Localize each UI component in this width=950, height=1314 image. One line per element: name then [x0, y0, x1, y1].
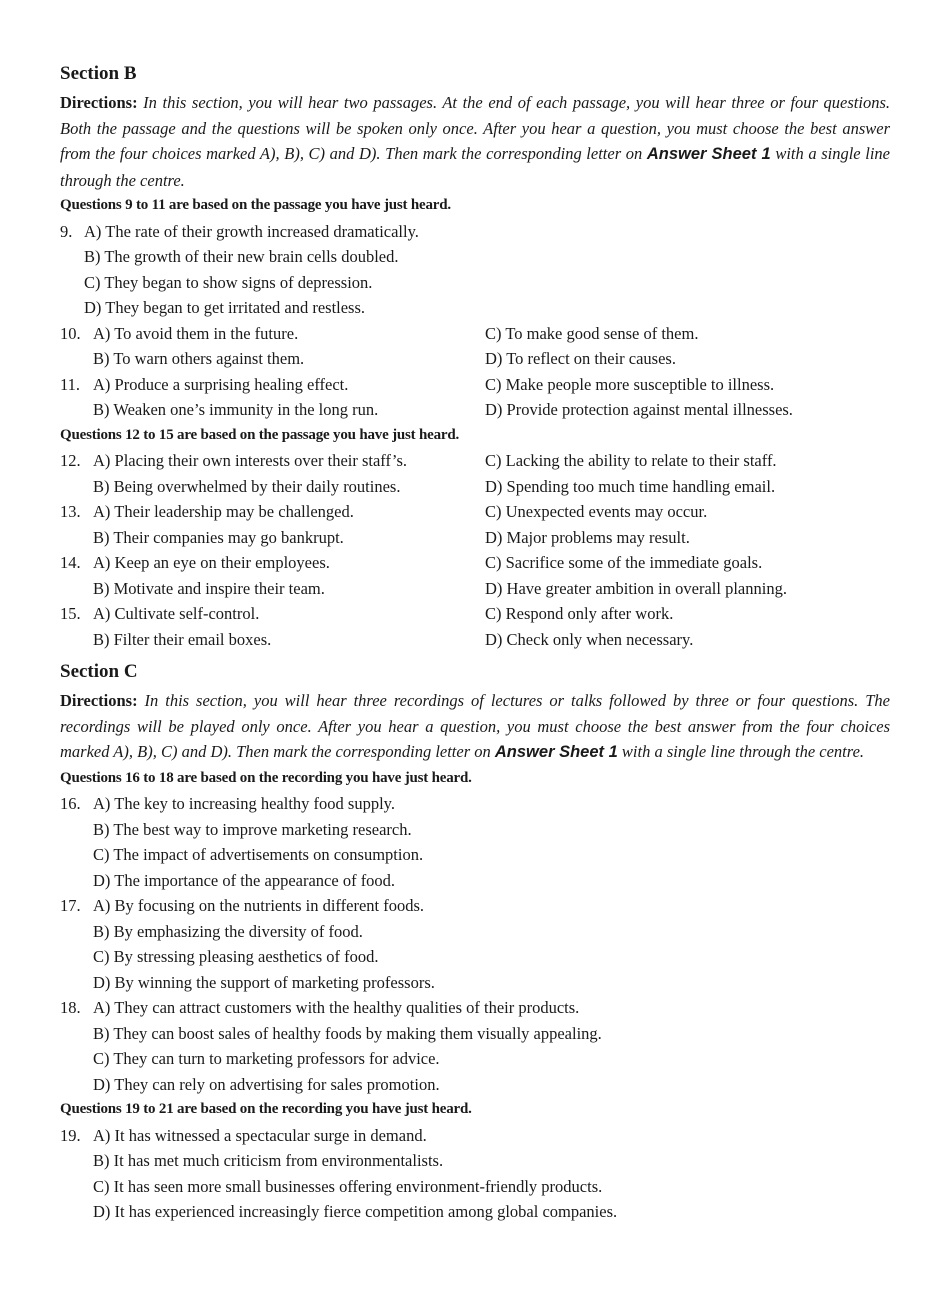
group-heading-19-21: Questions 19 to 21 are based on the recording you have just heard.: [60, 1101, 472, 1117]
option-c: C) They began to show signs of depression.: [84, 272, 373, 292]
option-c: C) Unexpected events may occur.: [485, 502, 708, 521]
section-c-title: Section C: [60, 661, 138, 682]
question-number: 11.: [60, 374, 81, 394]
option-a: A) The rate of their growth increased dramatically.: [84, 221, 419, 241]
question-9-option-b-row: [60, 244, 890, 270]
option-c: C) It has seen more small businesses offering environment-friendly products.: [93, 1176, 603, 1196]
option-c: C) Sacrifice some of the immediate goals.: [485, 553, 763, 572]
question-number: 9.: [60, 221, 73, 241]
option-c: C) They can turn to marketing professors for advice.: [93, 1049, 440, 1068]
question-13: [60, 499, 890, 525]
question-11: [60, 372, 890, 398]
option-b: B) Filter their email boxes.: [93, 629, 272, 649]
question-number: 18.: [60, 998, 81, 1017]
question-15: [60, 601, 890, 627]
question-14: [60, 550, 890, 576]
exam-page: [60, 62, 890, 1225]
option-b: B) Motivate and inspire their team.: [93, 578, 325, 598]
question-number: 10.: [60, 323, 81, 343]
answer-sheet-ref: Answer Sheet 1: [646, 145, 771, 163]
question-10: [60, 321, 890, 347]
option-d: D) Check only when necessary.: [485, 629, 694, 649]
option-a: A) Their leadership may be challenged.: [93, 502, 354, 521]
directions-text-end: with a single line through the centre.: [617, 742, 865, 761]
question-15-row-2: [60, 627, 890, 653]
question-18-option-d-row: [60, 1072, 890, 1098]
question-number: 15.: [60, 604, 81, 623]
option-a: A) To avoid them in the future.: [93, 323, 299, 343]
group-heading-9-11: Questions 9 to 11 are based on the passage you have just heard.: [60, 197, 451, 213]
section-b-directions: [60, 90, 890, 193]
question-16-option-d-row: [60, 868, 890, 894]
question-9: [60, 219, 890, 245]
option-b: B) Weaken one’s immunity in the long run.: [93, 400, 379, 419]
question-18: [60, 995, 890, 1021]
option-b: B) The growth of their new brain cells doubled.: [84, 247, 399, 266]
question-number: 13.: [60, 502, 81, 521]
group-heading-16-18: Questions 16 to 18 are based on the recording you have just heard.: [60, 769, 472, 786]
option-b: B) It has met much criticism from environmentalists.: [93, 1151, 444, 1170]
option-b: B) Being overwhelmed by their daily routines.: [93, 476, 401, 496]
option-c: C) Respond only after work.: [485, 604, 674, 623]
question-9-option-d-row: [60, 295, 890, 321]
option-a: A) By focusing on the nutrients in different foods.: [93, 896, 425, 915]
option-c: C) By stressing pleasing aesthetics of food.: [93, 947, 379, 966]
directions-label: Directions:: [60, 691, 138, 710]
question-11-row-2: [60, 397, 890, 423]
question-17-option-b-row: [60, 919, 890, 945]
question-16-option-c-row: [60, 842, 890, 868]
option-c: C) To make good sense of them.: [485, 323, 699, 343]
question-17: [60, 893, 890, 919]
option-d: D) Major problems may result.: [485, 527, 690, 547]
section-spacer: [60, 652, 890, 660]
question-10-row-2: [60, 346, 890, 372]
option-d: D) They began to get irritated and restless.: [84, 298, 366, 317]
question-number: 19.: [60, 1125, 81, 1145]
question-17-option-d-row: [60, 970, 890, 996]
question-12-row-2: [60, 474, 890, 500]
question-number: 17.: [60, 896, 81, 915]
option-d: D) Have greater ambition in overall planning.: [485, 578, 787, 598]
question-18-option-b-row: [60, 1021, 890, 1047]
option-c: C) The impact of advertisements on consumption.: [93, 845, 424, 864]
directions-label: Directions:: [60, 93, 138, 112]
question-number: 16.: [60, 794, 81, 813]
question-19: [60, 1123, 890, 1149]
question-17-option-c-row: [60, 944, 890, 970]
option-a: A) The key to increasing healthy food supply.: [93, 794, 395, 813]
option-b: B) Their companies may go bankrupt.: [93, 527, 344, 547]
option-d: D) To reflect on their causes.: [485, 349, 676, 368]
option-a: A) Placing their own interests over their staff’s.: [93, 451, 408, 470]
question-13-row-2: [60, 525, 890, 551]
question-9-option-c-row: [60, 270, 890, 296]
option-d: D) Provide protection against mental illnesses.: [485, 400, 793, 419]
question-number: 14.: [60, 553, 81, 572]
option-d: D) It has experienced increasingly fierce competition among global companies.: [93, 1202, 618, 1221]
question-16-option-b-row: [60, 817, 890, 843]
option-b: B) To warn others against them.: [93, 349, 305, 368]
question-16: [60, 791, 890, 817]
option-c: C) Make people more susceptible to illness.: [485, 374, 775, 394]
section-b-title: Section B: [60, 63, 137, 84]
group-heading-12-15: Questions 12 to 15 are based on the passage you have just heard.: [60, 426, 460, 443]
question-19-option-c-row: [60, 1174, 890, 1200]
question-19-option-b-row: [60, 1148, 890, 1174]
option-b: B) By emphasizing the diversity of food.: [93, 921, 363, 941]
question-12: [60, 448, 890, 474]
option-b: B) The best way to improve marketing research.: [93, 819, 412, 839]
option-d: D) Spending too much time handling email.: [485, 476, 776, 496]
option-d: D) The importance of the appearance of food.: [93, 870, 396, 890]
option-a: A) They can attract customers with the healthy qualities of their products.: [93, 998, 580, 1017]
option-a: A) Produce a surprising healing effect.: [93, 374, 349, 394]
option-d: D) They can rely on advertising for sales promotion.: [93, 1074, 440, 1094]
directions-text-end: with a single line through the centre.: [60, 144, 890, 190]
question-19-option-d-row: [60, 1199, 890, 1225]
question-number: 12.: [60, 451, 81, 470]
section-c-directions: [60, 688, 890, 766]
question-14-row-2: [60, 576, 890, 602]
directions-text: In this section, you will hear two passages. At the end of each passage, you will hear three or four questions. Both the passage and the questions will be spoken only once. After you hear a question, you must choose the best answer from the four choices marked A), B), C) and D). Then mark the corresponding letter on: [60, 93, 890, 163]
option-c: C) Lacking the ability to relate to their staff.: [485, 451, 777, 470]
option-a: A) It has witnessed a spectacular surge in demand.: [93, 1125, 427, 1145]
option-d: D) By winning the support of marketing professors.: [93, 972, 435, 992]
answer-sheet-ref: Answer Sheet 1: [494, 743, 618, 761]
question-18-option-c-row: [60, 1046, 890, 1072]
option-b: B) They can boost sales of healthy foods by making them visually appealing.: [93, 1023, 602, 1043]
option-a: A) Cultivate self-control.: [93, 604, 260, 623]
directions-text: In this section, you will hear three recordings of lectures or talks followed by three or four questions. The recordings will be played only once. After you hear a question, you must choose the best answer from the four choices marked A), B), C) and D). Then mark the corresponding letter on: [60, 691, 890, 761]
option-a: A) Keep an eye on their employees.: [93, 553, 330, 572]
